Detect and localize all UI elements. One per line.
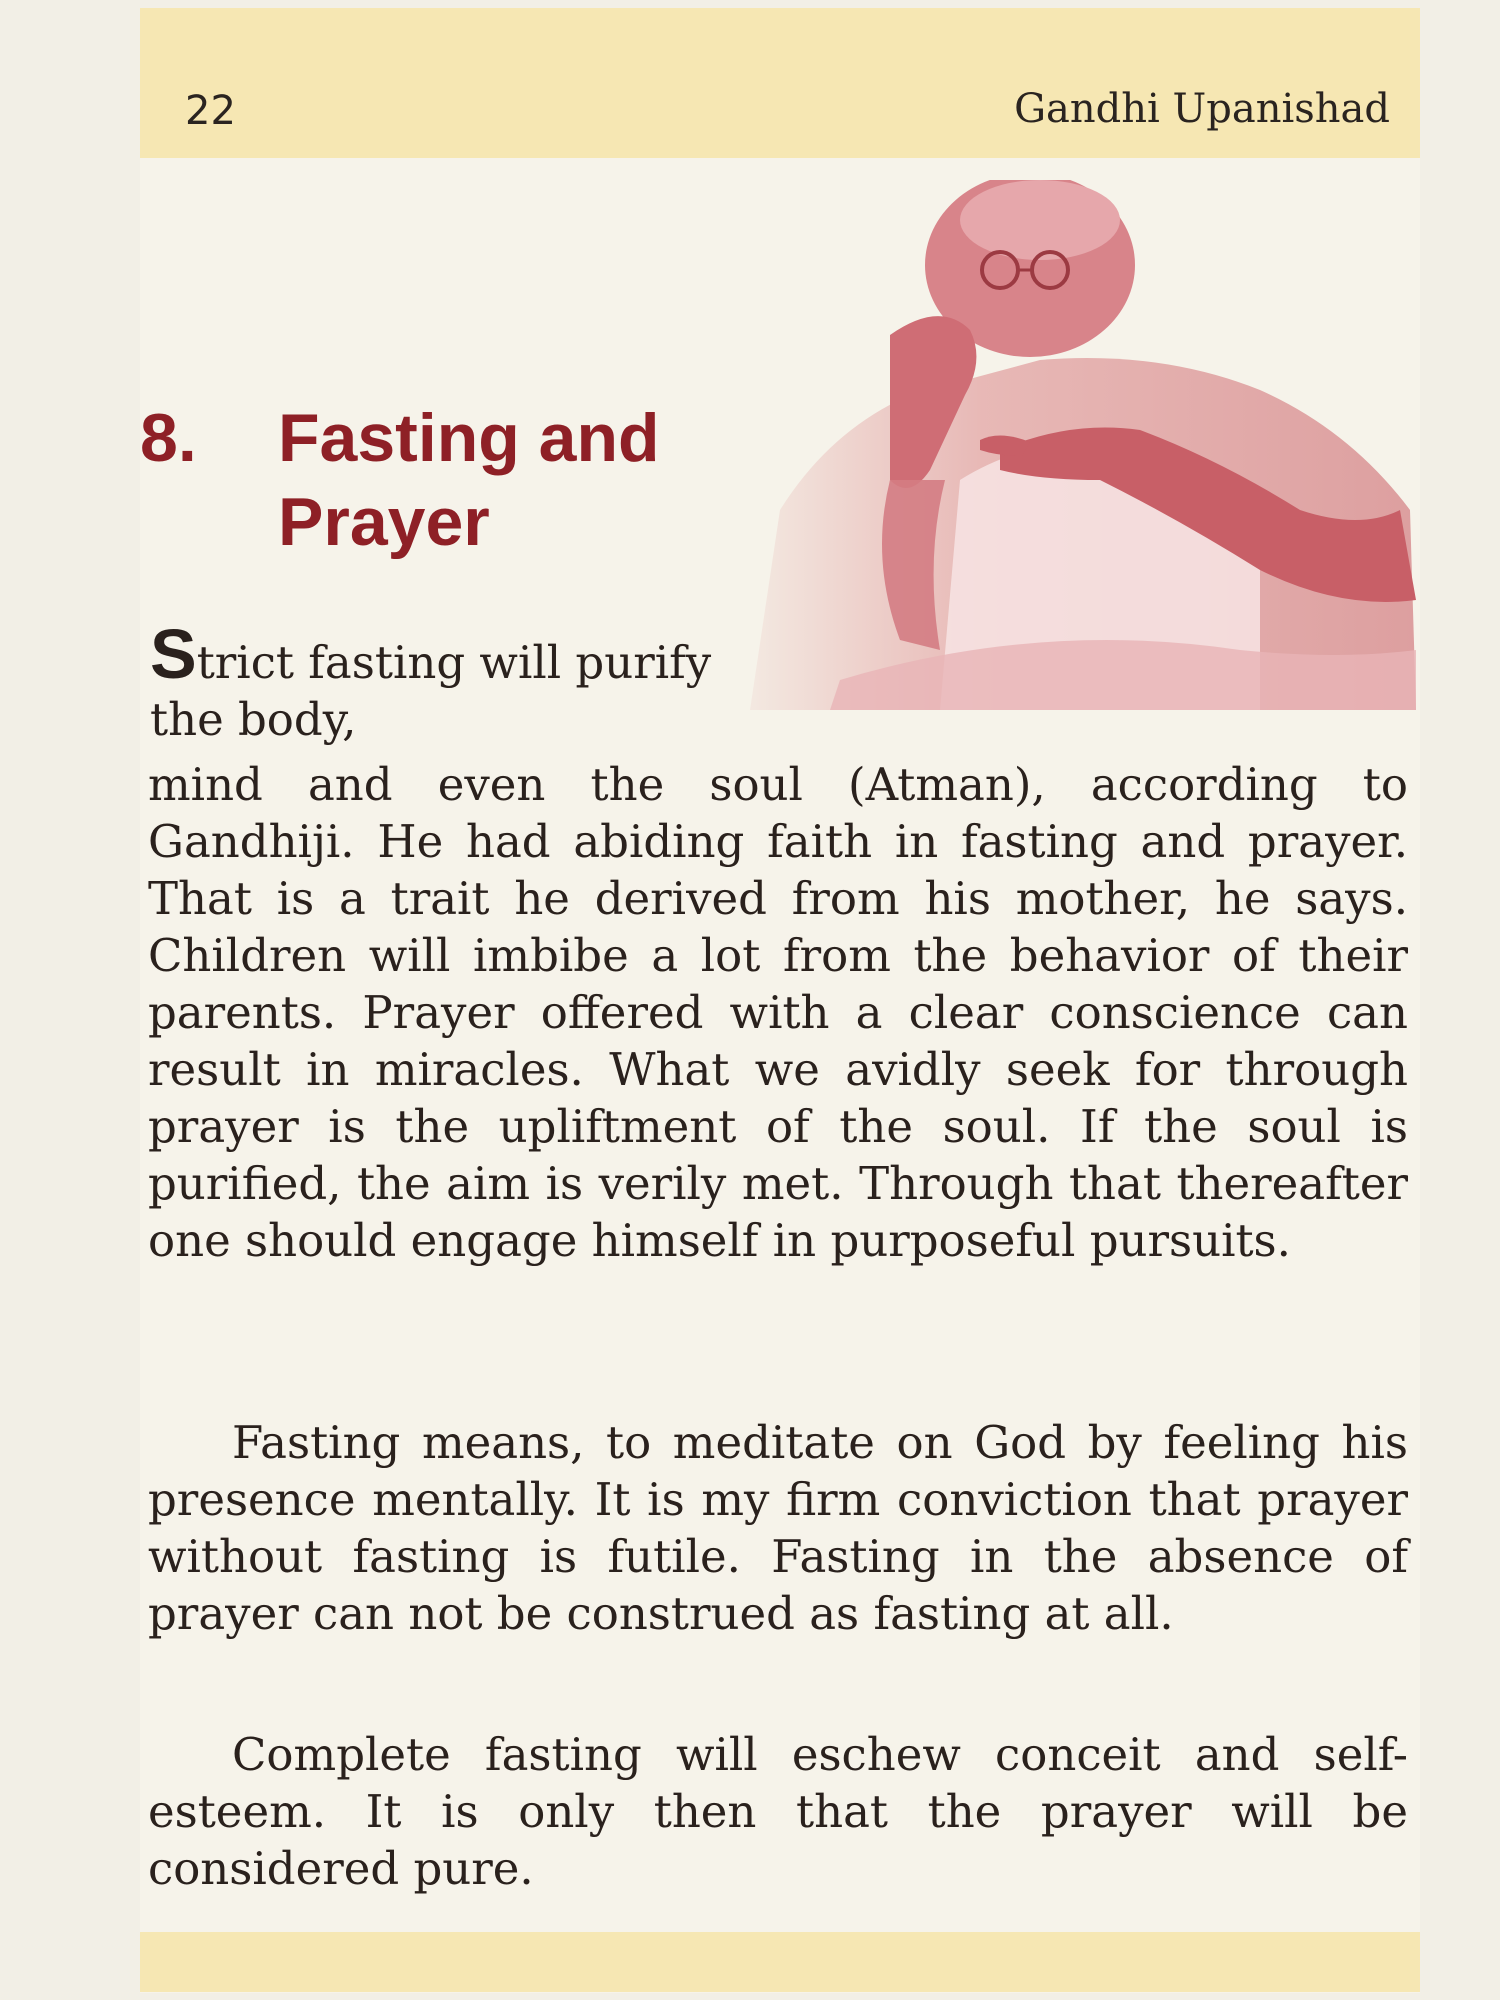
chapter-title-line2: Prayer <box>278 484 490 560</box>
paragraph-1-lead-text: trict fasting will purify the body, <box>150 636 712 746</box>
paragraph-3: Complete fasting will eschew conceit and self-esteem. It is only then that the prayer will be considered pure. <box>148 1728 1408 1895</box>
paragraph-2: Fasting means, to meditate on God by feeling his presence mentally. It is my firm conviction that prayer without fasting is futile. Fasting in the absence of prayer can not be construed as fasting at all. <box>148 1416 1408 1640</box>
gandhi-portrait-icon <box>740 180 1416 710</box>
chapter-title-line1: Fasting and <box>278 400 660 476</box>
footer-band <box>140 1932 1420 1992</box>
paragraph-1: mind and even the soul (Atman), according to Gandhiji. He had abiding faith in fasting and prayer. That is a trait he derived from his mother, he says. Children will imbibe a lot from the behavior of their parents. Prayer offered with a clear conscience can result in miracles. What we avidly seek for through prayer is the upliftment of the soul. If the soul is purified, the aim is verily met. Through that thereafter one should engage himself in purposeful pursuits. <box>148 758 1408 1267</box>
chapter-number: 8. <box>140 400 197 476</box>
paragraph-1-lead <box>150 615 720 748</box>
drop-cap: S <box>150 615 197 693</box>
running-head-title: Gandhi Upanishad <box>1014 86 1390 132</box>
chapter-title <box>140 396 660 564</box>
page-number: 22 <box>185 88 236 134</box>
header-band <box>140 8 1420 158</box>
